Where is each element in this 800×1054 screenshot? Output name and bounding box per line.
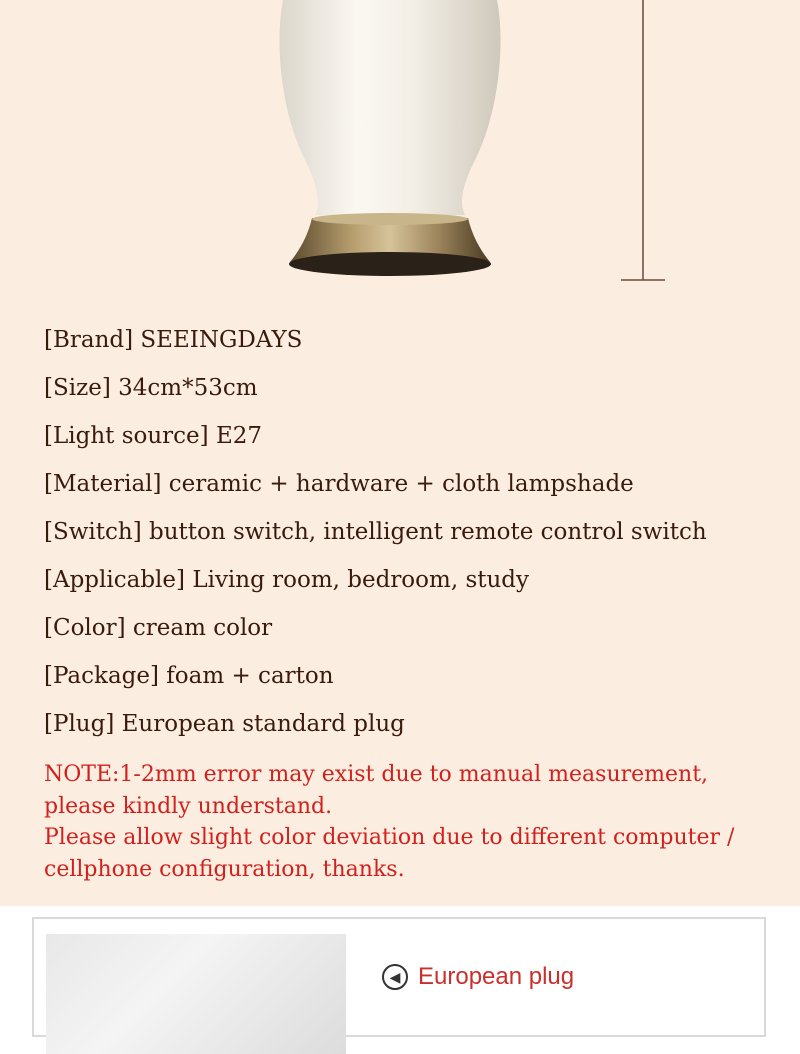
note-line-measurement: NOTE:1-2mm error may exist due to manual measurement, please kindly understand. xyxy=(44,762,709,819)
spec-light-source: [Light source] E27 xyxy=(44,423,262,449)
lamp-base-image xyxy=(0,0,800,300)
spec-list xyxy=(44,322,707,754)
spec-brand: [Brand] SEEINGDAYS xyxy=(44,327,303,353)
note-line-color: Please allow slight color deviation due to different computer / cellphone configuration, thanks. xyxy=(44,825,735,882)
spec-material: [Material] ceramic + hardware + cloth lampshade xyxy=(44,471,634,497)
plug-card xyxy=(32,917,766,1037)
spec-switch: [Switch] button switch, intelligent remote control switch xyxy=(44,519,707,545)
back-arrow-circle-icon: ◀ xyxy=(382,964,408,990)
measurement-note xyxy=(44,759,764,885)
plug-label-text: European plug xyxy=(418,963,575,990)
spec-applicable: [Applicable] Living room, bedroom, study xyxy=(44,567,530,593)
spec-plug: [Plug] European standard plug xyxy=(44,711,405,737)
spec-package: [Package] foam + carton xyxy=(44,663,334,689)
spec-color: [Color] cream color xyxy=(44,615,273,641)
spec-size: [Size] 34cm*53cm xyxy=(44,375,258,401)
plug-image xyxy=(46,934,346,1054)
plug-title xyxy=(382,963,574,991)
